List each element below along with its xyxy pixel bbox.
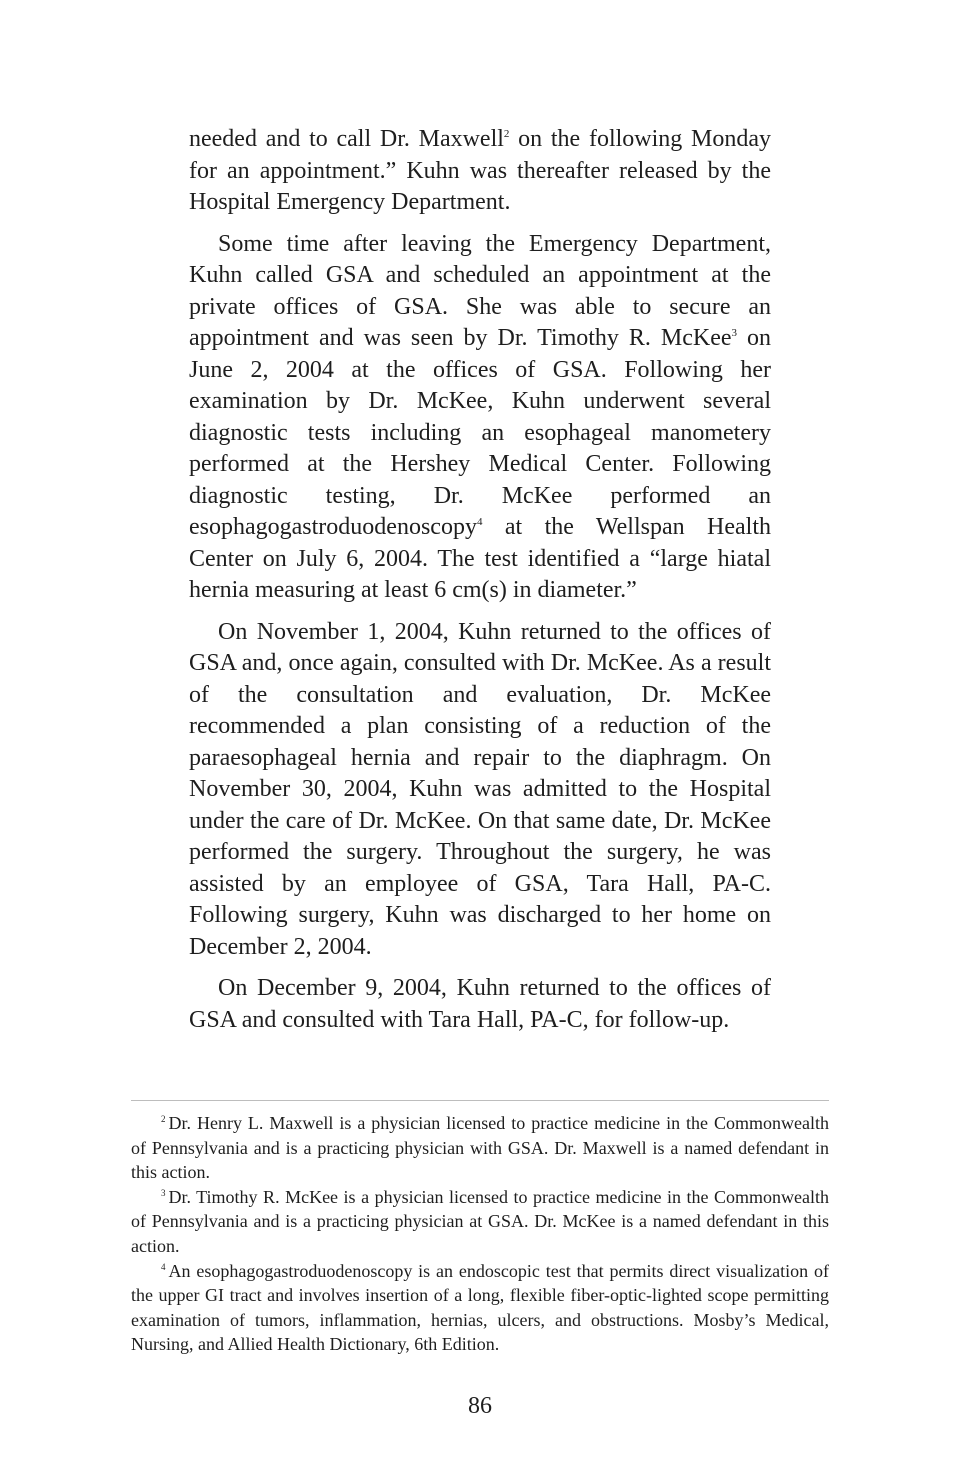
footnote-ref-3[interactable]: 3 [731, 327, 738, 339]
paragraph-2 [189, 229, 771, 607]
footnote-2-text: Dr. Henry L. Maxwell is a physician licensed to practice medicine in the Commonwealth of Pennsylvania and is a practicing physician with GSA. Dr. Maxwell is a named defendant in this action. [131, 1113, 829, 1183]
footnote-marker-4: 4 [161, 1261, 166, 1272]
paragraph-1-text-a: needed and to call Dr. Maxwell [189, 126, 504, 152]
footnote-4 [131, 1259, 829, 1357]
paragraph-1 [189, 124, 771, 219]
body-text [189, 124, 771, 1046]
paragraph-1-text-b: on the following Monday for an appointment.” Kuhn was thereafter released by the Hospital Emergency Department. [189, 126, 772, 215]
footnote-marker-3: 3 [161, 1187, 166, 1198]
footnote-ref-2[interactable]: 2 [503, 128, 510, 140]
footnote-2 [131, 1111, 829, 1185]
footnotes [131, 1111, 829, 1357]
footnote-3 [131, 1185, 829, 1259]
paragraph-2-text-b: on June 2, 2004 at the offices of GSA. Following her examination by Dr. McKee, Kuhn underwent several diagnostic tests including an esophageal manometery performed at the Hershey Medical Center. Following diagnostic testing, Dr. McKee performed an esophagogastroduodenoscopy [189, 325, 772, 540]
paragraph-2-text-c: at the Wellspan Health Center on July 6, 2004. The test identified a “large hiatal hernia measuring at least 6 cm(s) in diameter.” [189, 514, 771, 603]
paragraph-4: On December 9, 2004, Kuhn returned to the offices of GSA and consulted with Tara Hall, PA-C, for follow-up. [189, 975, 771, 1033]
footnote-divider [131, 1100, 829, 1101]
page-number: 86 [468, 1393, 492, 1419]
paragraph-2-text-a: Some time after leaving the Emergency Department, Kuhn called GSA and scheduled an appointment at the private offices of GSA. She was able to secure an appointment and was seen by Dr. Timothy R. McKee [189, 230, 771, 351]
footnote-4-text: An esophagogastroduodenoscopy is an endoscopic test that permits direct visualization of the upper GI tract and involves insertion of a long, flexible fiber-optic-lighted scope permitting examination of tumors, inflammation, hernias, ulcers, and obstructions. Mosby’s Medical, Nursing, and Allied Health Dictionary, 6th Edition. [131, 1260, 829, 1355]
footnote-marker-2: 2 [161, 1114, 166, 1124]
footnote-ref-4[interactable]: 4 [476, 516, 483, 528]
footnote-3-text: Dr. Timothy R. McKee is a physician licensed to practice medicine in the Commonwealth of Pennsylvania and is a practicing physician at GSA. Dr. McKee is a named defendant in this action. [131, 1186, 829, 1256]
paragraph-3: On November 1, 2004, Kuhn returned to the offices of GSA and, once again, consulted with Dr. McKee. As a result of the consultation and evaluation, Dr. McKee recommended a plan consisting of a reduction of the paraesophageal hernia and repair to the diaphragm. On November 30, 2004, Kuhn was admitted to the Hospital under the care of Dr. McKee. On that same date, Dr. McKee performed the surgery. Throughout the surgery, he was assisted by an employee of GSA, Tara Hall, PA-C. Following surgery, Kuhn was discharged to her home on December 2, 2004. [189, 618, 771, 960]
